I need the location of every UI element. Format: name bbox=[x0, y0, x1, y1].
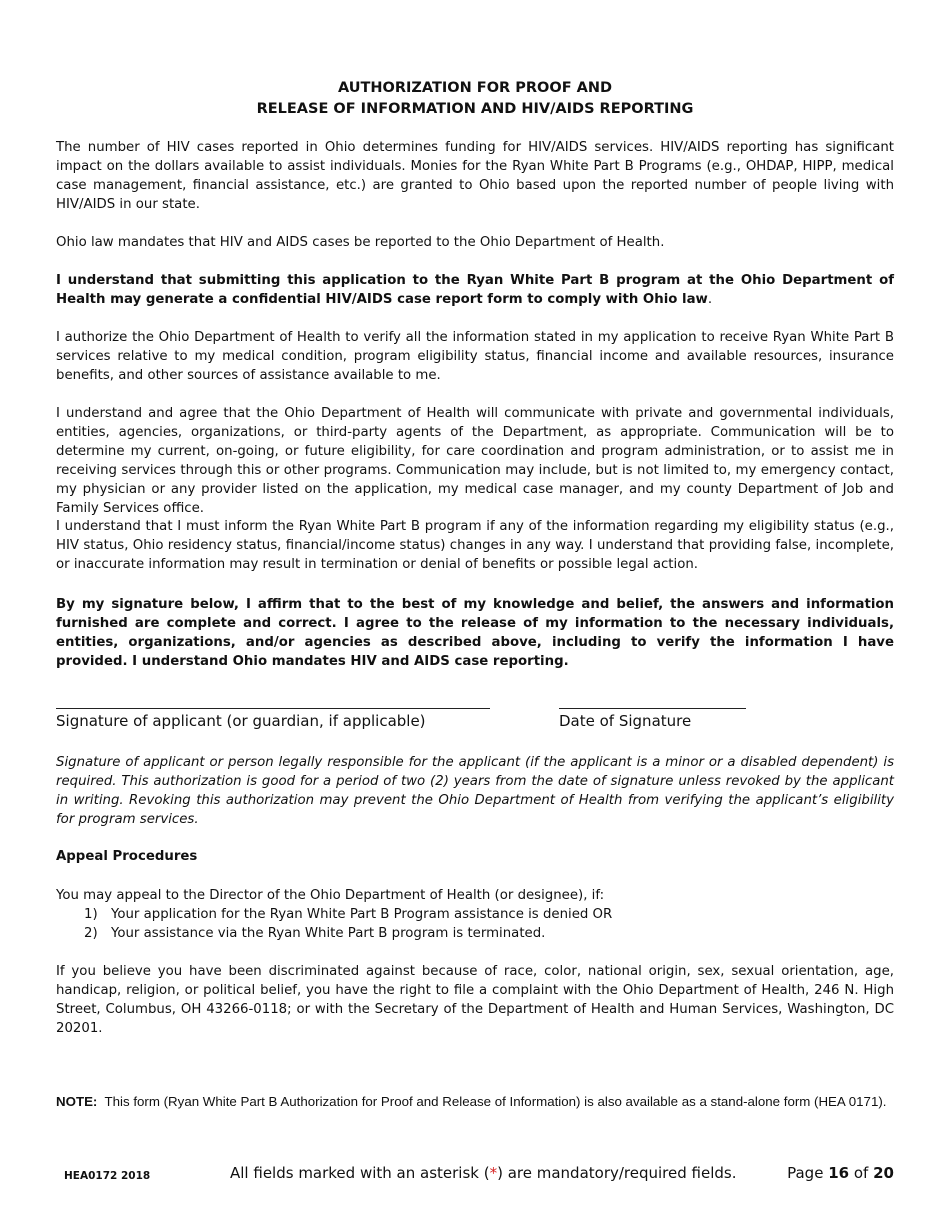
list-item-text: Your application for the Ryan White Part B Program assistance is denied OR bbox=[111, 907, 613, 922]
inform-changes-paragraph: I understand that I must inform the Ryan White Part B program if any of the information regarding my eligibility status (e.g., HIV status, Ohio residency status, financial/income status) changes in any way. I understand that providing false, incomplete, or inaccurate information may result in termination or denial of benefits or possible legal action. bbox=[56, 519, 894, 572]
appeal-list bbox=[84, 905, 612, 943]
required-fields-notice bbox=[230, 1164, 737, 1182]
appeal-procedures-heading: Appeal Procedures bbox=[56, 849, 198, 864]
title-line-2: RELEASE OF INFORMATION AND HIV/AIDS REPORTING bbox=[256, 101, 694, 117]
applicant-signature-label: Signature of applicant (or guardian, if applicable) bbox=[56, 712, 426, 730]
page-total: 20 bbox=[873, 1164, 894, 1182]
note-label: NOTE: bbox=[56, 1094, 98, 1109]
applicant-signature-line[interactable] bbox=[56, 690, 490, 709]
signature-date-line[interactable] bbox=[559, 690, 746, 709]
form-code: HEA0172 2018 bbox=[64, 1170, 151, 1182]
page-footer bbox=[56, 1164, 894, 1188]
list-item-number: 1) bbox=[84, 907, 98, 922]
title-line-1: AUTHORIZATION FOR PROOF AND bbox=[337, 80, 613, 96]
case-report-text: I understand that submitting this application to the Ryan White Part B program at the Ohio Department of Health may generate a confidential HIV/AIDS case report form to comply with Ohio law bbox=[56, 273, 894, 307]
asterisk-icon: * bbox=[489, 1164, 498, 1182]
note-text: This form (Ryan White Part B Authorization for Proof and Release of Information) is also available as a stand-alone form (HEA 0171). bbox=[104, 1094, 887, 1109]
standalone-form-note bbox=[56, 1092, 894, 1111]
required-text-before: All fields marked with an asterisk ( bbox=[230, 1164, 490, 1182]
page-title bbox=[56, 78, 894, 120]
signature-date-label: Date of Signature bbox=[559, 712, 692, 730]
appeal-intro: You may appeal to the Director of the Ohio Department of Health (or designee), if: bbox=[56, 888, 605, 903]
page-word: Page bbox=[787, 1164, 824, 1182]
page-current: 16 bbox=[828, 1164, 850, 1182]
page-of: of bbox=[853, 1164, 869, 1182]
case-report-period: . bbox=[707, 292, 713, 307]
list-item bbox=[84, 905, 612, 924]
ohio-law-paragraph: Ohio law mandates that HIV and AIDS cases be reported to the Ohio Department of Health. bbox=[56, 235, 665, 250]
case-report-paragraph bbox=[56, 271, 894, 309]
communication-paragraph: I understand and agree that the Ohio Department of Health will communicate with private and governmental individuals, entities, agencies, organizations, or third-party agents of the Department, as appropriate. Communication will be to determine my current, on-going, or future eligibility, for care coordination and program administration, or to assist me in receiving services through this or other programs. Communication may include, but is not limited to, my emergency contact, my physician or any provider listed on the application, my medical case manager, and my county Department of Job and Family Services office. bbox=[56, 406, 894, 516]
discrimination-paragraph: If you believe you have been discriminated against because of race, color, national origin, sex, sexual orientation, age, handicap, religion, or political belief, you have the right to file a complaint with the Ohio Department of Health, 246 N. High Street, Columbus, OH 43266-0118; or with the Secretary of the Department of Health and Human Services, Washington, DC 20201. bbox=[56, 964, 894, 1036]
signature-requirement-note: Signature of applicant or person legally responsible for the applicant (if the applicant is a minor or a disabled dependent) is required. This authorization is good for a period of two (2) years from the date of signature unless revoked by the applicant in writing. Revoking this authorization may prevent the Ohio Department of Health from verifying the applicant’s eligibility for program services. bbox=[56, 755, 894, 827]
required-text-after: ) are mandatory/required fields. bbox=[497, 1164, 737, 1182]
verify-authorization-paragraph: I authorize the Ohio Department of Health to verify all the information stated in my application to receive Ryan White Part B services relative to my medical condition, program eligibility status, financial income and available resources, insurance benefits, and other sources of assistance available to me. bbox=[56, 330, 894, 383]
page-number bbox=[787, 1164, 894, 1182]
funding-paragraph: The number of HIV cases reported in Ohio determines funding for HIV/AIDS services. HIV/AIDS reporting has significant impact on the dollars available to assist individuals. Monies for the Ryan White Part B Programs (e.g., OHDAP, HIPP, medical case management, financial assistance, etc.) are granted to Ohio based upon the reported number of people living with HIV/AIDS in our state. bbox=[56, 140, 894, 212]
list-item bbox=[84, 924, 612, 943]
affirmation-paragraph: By my signature below, I affirm that to the best of my knowledge and belief, the answers and information furnished are complete and correct. I agree to the release of my information to the necessary individuals, entities, organizations, and/or agencies as described above, including to verify the information I have provided. I understand Ohio mandates HIV and AIDS case reporting. bbox=[56, 597, 894, 669]
list-item-number: 2) bbox=[84, 926, 98, 941]
list-item-text: Your assistance via the Ryan White Part B program is terminated. bbox=[111, 926, 546, 941]
